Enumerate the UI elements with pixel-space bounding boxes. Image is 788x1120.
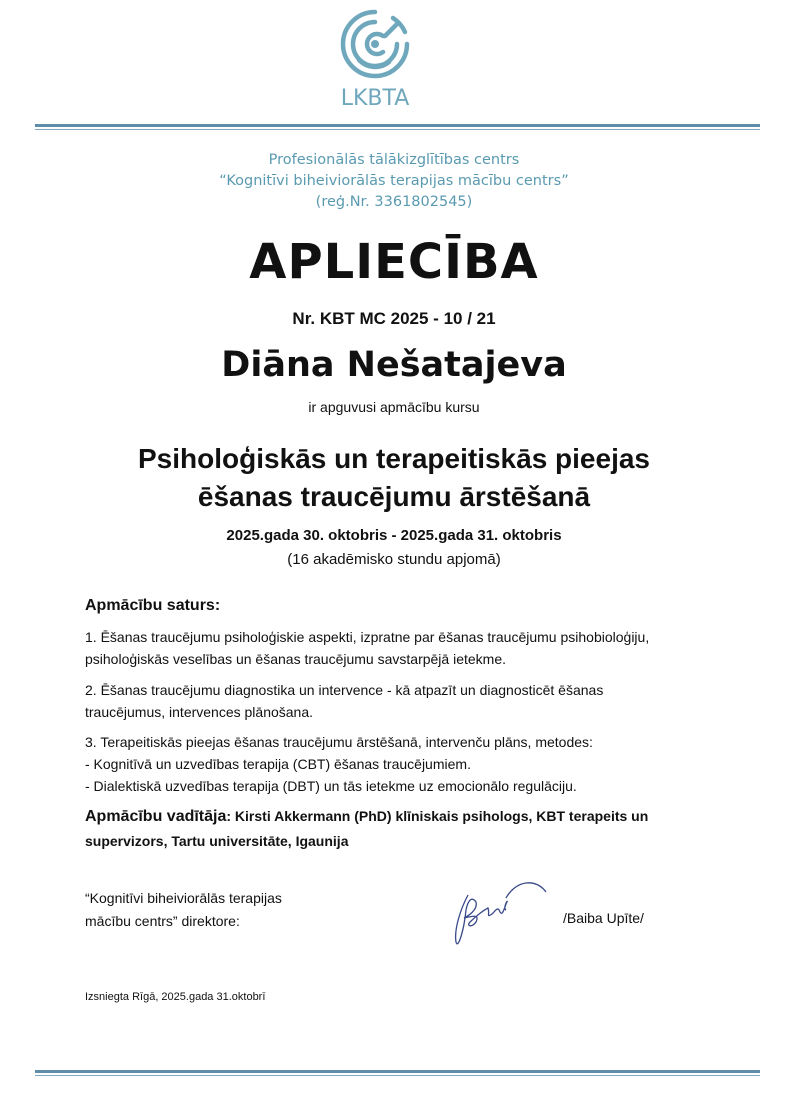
- content-line: - Kognitīvā un uzvedības terapija (CBT) ēšanas traucējumiem.: [85, 756, 471, 772]
- content-line: - Dialektiskā uzvedības terapija (DBT) un tās ietekme uz emocionālo regulāciju.: [85, 778, 577, 794]
- lkbta-logo: [335, 6, 415, 116]
- org-line: “Kognitīvi biheiviorālās terapijas mācību centrs”: [219, 173, 569, 189]
- course-dates: 2025.gada 30. oktobris - 2025.gada 31. oktobris: [226, 527, 562, 544]
- document-title: APLIECĪBA: [249, 234, 539, 290]
- signatory-name: /Baiba Upīte/: [563, 910, 644, 926]
- instructor-details: : Kirsti Akkermann (PhD) klīniskais psihologs, KBT terapeits un: [226, 808, 649, 824]
- role-line: “Kognitīvi biheiviorālās terapijas: [85, 890, 282, 906]
- course-title-line: ēšanas traucējumu ārstēšanā: [197, 481, 591, 512]
- issue-place-date: Izsniegta Rīgā, 2025.gada 31.oktobrī: [85, 991, 266, 1003]
- footer-divider: [35, 1070, 760, 1076]
- content-line: 3. Terapeitiskās pieejas ēšanas traucējumu ārstēšanā, intervenču plāns, metodes:: [85, 734, 593, 750]
- maze-logo-icon: [335, 6, 415, 81]
- content-line: 2. Ēšanas traucējumu diagnostika un intervence - kā atpazīt un diagnosticēt ēšanas: [85, 682, 604, 698]
- instructor: [85, 804, 745, 854]
- instructor-details: supervizors, Tartu universitāte, Igaunija: [85, 833, 349, 849]
- content-item: [85, 679, 725, 723]
- signatory-role: [85, 887, 282, 933]
- course-title-line: Psiholoģiskās un terapeitiskās pieejas: [138, 443, 650, 474]
- course-title: [0, 440, 788, 516]
- handwritten-signature: [440, 870, 560, 955]
- organization-header: [0, 150, 788, 213]
- content-line: traucējumus, intervences plānošana.: [85, 704, 314, 720]
- header-divider: [35, 124, 760, 130]
- course-hours: (16 akadēmisko stundu apjomā): [287, 551, 501, 568]
- logo-text: LKBTA: [340, 86, 410, 111]
- completed-text: ir apguvusi apmācību kursu: [308, 399, 480, 415]
- content-heading: Apmācību saturs:: [85, 597, 221, 614]
- recipient-name: Diāna Nešatajeva: [221, 345, 567, 385]
- certificate-number: Nr. KBT MC 2025 - 10 / 21: [292, 309, 496, 328]
- instructor-label: Apmācību vadītāja: [85, 808, 227, 825]
- org-line: (reģ.Nr. 3361802545): [315, 194, 473, 210]
- org-line: Profesionālās tālākizglītības centrs: [268, 152, 520, 168]
- role-line: mācību centrs” direktore:: [85, 913, 240, 929]
- content-line: psiholoģiskās veselības un ēšanas traucējumu savstarpējā ietekme.: [85, 651, 507, 667]
- content-item: [85, 626, 725, 670]
- content-line: 1. Ēšanas traucējumu psiholoģiskie aspekti, izpratne par ēšanas traucējumu psihobioloģiju,: [85, 629, 650, 645]
- content-item: [85, 731, 725, 797]
